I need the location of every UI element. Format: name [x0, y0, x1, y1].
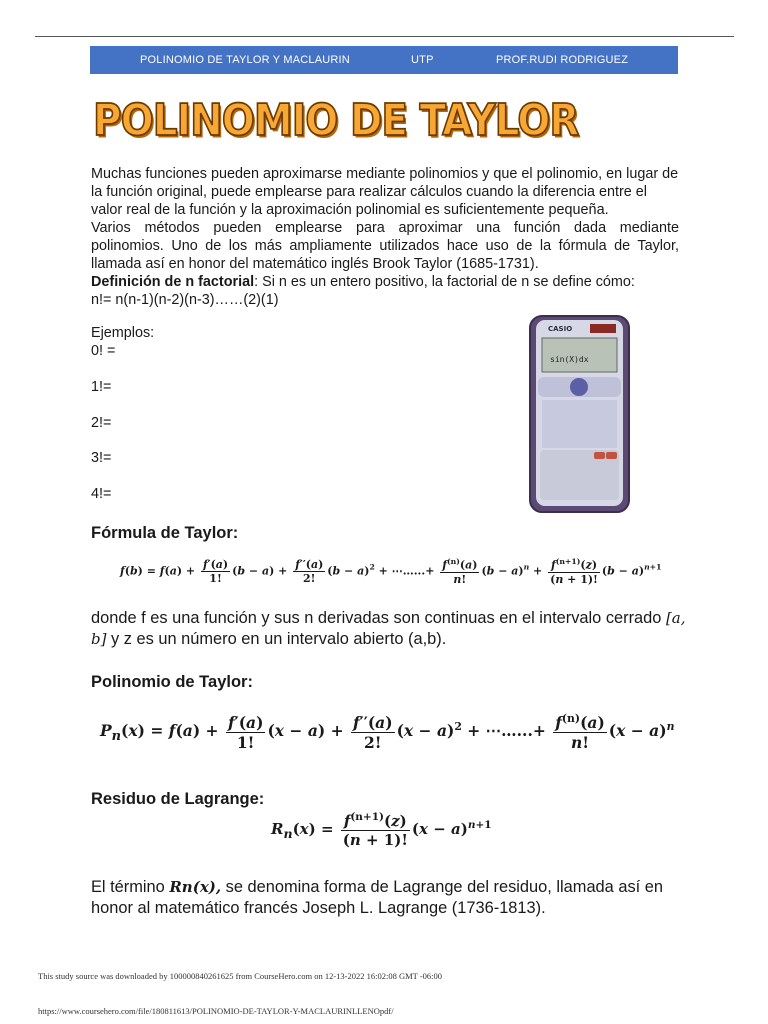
- taylor-polynomial-heading: Polinomio de Taylor:: [91, 673, 253, 691]
- page-title: POLINOMIO DE TAYLOR: [93, 96, 579, 147]
- footer-source: This study source was downloaded by 100000840261625 from CourseHero.com on 12-13-2022 16:02:08 GMT -06:00: [38, 971, 443, 981]
- donde-text-2: y z es un número en un intervalo abierto (a,b).: [106, 630, 447, 648]
- header-institution: UTP: [411, 54, 434, 66]
- examples-label: Ejemplos:: [91, 325, 155, 341]
- closed-interval: [a, b]: [91, 609, 686, 648]
- top-rule: [35, 36, 734, 37]
- intro-paragraph-2-line-1: Varios métodos pueden emplearse para aproximar una función dada mediante: [91, 220, 679, 236]
- header-band: [90, 46, 678, 74]
- calculator-display: sin(X)dx: [550, 355, 589, 364]
- termino-text-1: El término: [91, 878, 170, 896]
- lagrange-heading: Residuo de Lagrange:: [91, 790, 265, 808]
- calculator-image: [528, 314, 631, 514]
- header-title: POLINOMIO DE TAYLOR Y MACLAURIN: [140, 54, 350, 66]
- footer-url[interactable]: https://www.coursehero.com/file/180811613/POLINOMIO-DE-TAYLOR-Y-MACLAURINLLENOpdf/: [38, 1006, 394, 1016]
- termino-text-2: se denomina forma de Lagrange del residuo, llamada así en honor al matemático francés Joseph L. Lagrange (1736-1813).: [91, 878, 663, 917]
- termino-paragraph: [91, 877, 691, 919]
- header-author: PROF.RUDI RODRIGUEZ: [496, 54, 629, 66]
- factorial-term: Definición de n factorial: [91, 274, 255, 290]
- example-item: 4!=: [91, 486, 112, 502]
- donde-paragraph: [91, 608, 691, 650]
- intro-paragraph-2-line-3: llamada así en honor del matemático inglés Brook Taylor (1685-1731).: [91, 256, 539, 272]
- intro-paragraph-2-line-2: polinomios. Uno de los más ampliamente utilizados hace uso de la fórmula de Taylor,: [91, 238, 679, 254]
- lagrange-formula: $R_n(x)$ = $\frac{f^{(n+1)}(z)}{(n + 1)!}$ $(x - a)^{n+1}$: [271, 811, 492, 849]
- example-item: 3!=: [91, 450, 112, 466]
- taylor-formula: f(b) = f(a) + $\frac{f'(a)}{1!}$ (b − a) + $\frac{f''(a)}{2!}$ $(b - a)^2$ + ⋯…...+ $\frac{f^{(n)}(a)}{n!}$ $(b - a)^n$ + $\frac{f^{(n+1)}(z)}{(n + 1)!}$ $(b - a)^{n+1}$: [120, 557, 662, 586]
- donde-text-1: donde f es una función y sus n derivadas son continuas en el intervalo cerrado: [91, 609, 666, 627]
- intro-paragraph-2: [91, 219, 679, 273]
- taylor-formula-heading: Fórmula de Taylor:: [91, 524, 239, 542]
- example-item: 2!=: [91, 415, 112, 431]
- taylor-polynomial-formula: $P_n(x) = f(a)$ + $\frac{f'(a)}{1!}$ (x − a) + $\frac{f''(a)}{2!}$ $(x - a)^2$ + ⋯…...+ $\frac{f^{(n)}(a)}{n!}$ $(x - a)^n$: [100, 712, 675, 753]
- factorial-formula: n!= n(n-1)(n-2)(n-3)……(2)(1): [91, 292, 279, 308]
- factorial-def-text: : Si n es un entero positivo, la factorial de n se define cómo:: [254, 274, 635, 290]
- example-item: 0! =: [91, 343, 116, 359]
- calculator-brand: CASIO: [548, 325, 573, 333]
- factorial-definition: [91, 273, 679, 291]
- remainder-symbol: Rn(x),: [169, 878, 222, 896]
- intro-paragraph-1: Muchas funciones pueden aproximarse mediante polinomios y que el polinomio, en lugar de la función original, puede emplearse para realizar cálculos cuando la diferencia entre el valor real de la función y la aproximación polinomial es suficientemente pequeña.: [91, 166, 679, 218]
- example-item: 1!=: [91, 379, 112, 395]
